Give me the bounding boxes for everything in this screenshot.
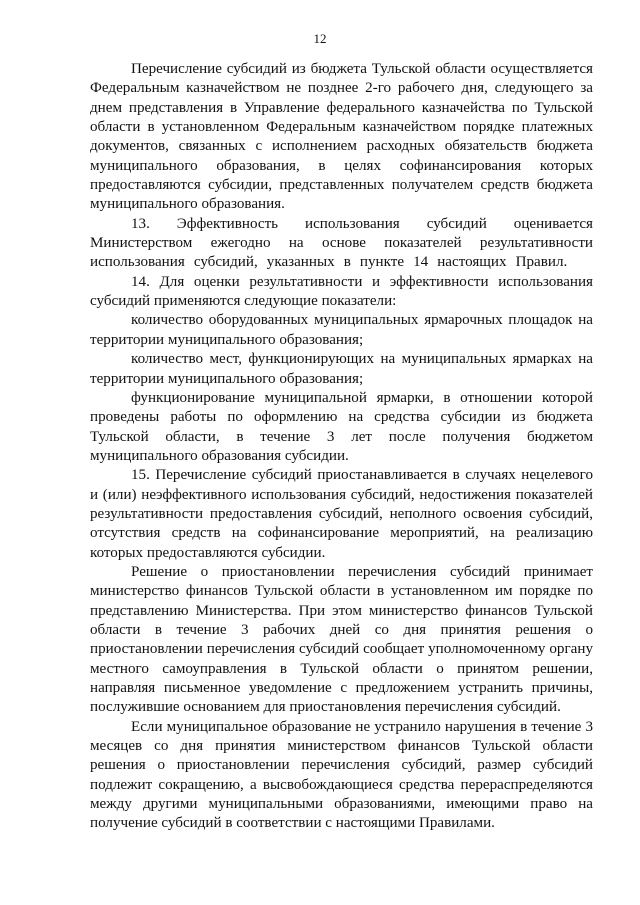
indicator-fair-places: количество мест, функционирующих на муниципальных ярмарках на территории муниципального образования;: [90, 351, 593, 387]
page-number: 12: [313, 31, 327, 46]
document-body: [90, 60, 593, 834]
paragraph-15-suspension: 15. Перечисление субсидий приостанавливается в случаях нецелевого и (или) неэффективного использования субсидий, недостижения показателей результативности предоставления субсидий, неполного освоения субсидий, отсутствия средств на софинансирование мероприятий, на реализацию которых предоставляются субсидии.: [90, 467, 593, 561]
paragraph-suspension-decision: Решение о приостановлении перечисления субсидий принимает министерство финансов Тульской области в установленном им порядке по представлению Министерства. При этом министерство финансов Тульской области в течение 3 рабочих дней со дня принятия решения о приостановлении перечисления субсидий сообщает уполномоченному органу местного самоуправления в Тульской области о принятом решении, направляя письменное уведомление с предложением устранить причины, послужившие основанием для приостановления перечисления субсидий.: [90, 563, 593, 716]
paragraph-transfer-procedure: Перечисление субсидий из бюджета Тульской области осуществляется Федеральным казначейством не позднее 2-го рабочего дня, следующего за днем представления в Управление федерального казначейства по Тульской области в установленном Федеральным казначейством порядке платежных документов, связанных с исполнением расходных обязательств бюджета муниципального образования, в целях софинансирования которых предоставляются субсидии, представленных получателем средств бюджета муниципального образования.: [90, 61, 593, 213]
paragraph-13-efficiency: 13. Эффективность использования субсидий оценивается Министерством ежегодно на основе показателей результативности использования субсидий, указанных в пункте 14 настоящих Правил.: [90, 215, 593, 271]
paragraph-14-indicators: 14. Для оценки результативности и эффективности использования субсидий применяются следующие показатели:: [90, 273, 593, 310]
paragraph-reduction: Если муниципальное образование не устранило нарушения в течение 3 месяцев со дня принятия министерством финансов Тульской области решения о приостановлении перечисления субсидий, размер субсидий подлежит сокращению, а высвобождающиеся средства перераспределяются между другими муниципальными образованиями, имеющими право на получение субсидий в соответствии с настоящими Правилами.: [90, 718, 593, 832]
indicator-equipped-sites: количество оборудованных муниципальных ярмарочных площадок на территории муниципального образования;: [90, 312, 593, 348]
indicator-fair-operation: функционирование муниципальной ярмарки, в отношении которой проведены работы по оформлению на средства субсидии из бюджета Тульской области, в течение 3 лет после получения бюджетом муниципального образования субсидии.: [90, 389, 593, 464]
